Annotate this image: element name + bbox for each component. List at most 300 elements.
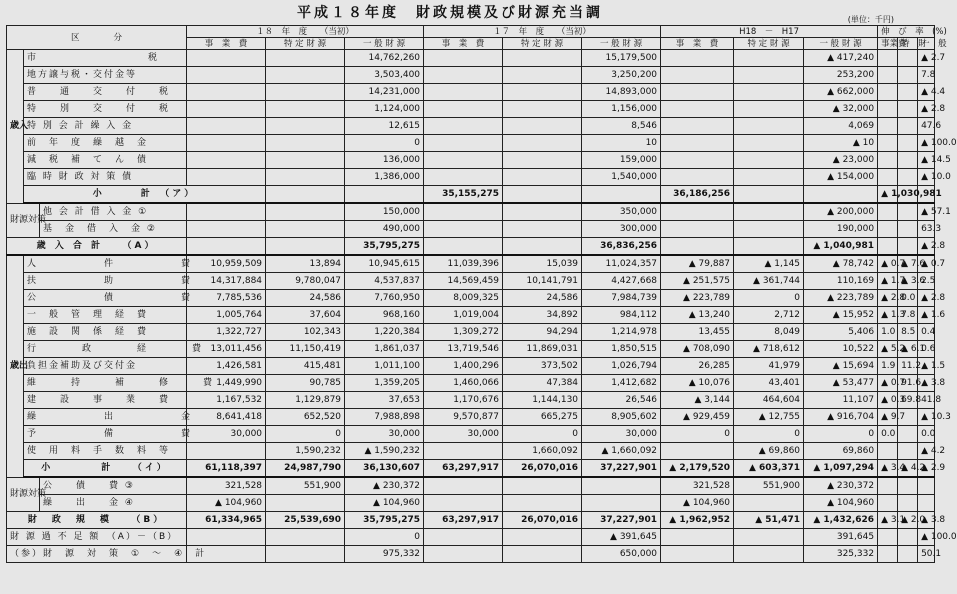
fy17-specific (503, 221, 582, 238)
fy18-project-cost: 61,118,397 (187, 460, 266, 478)
fy17-project-cost (424, 135, 503, 152)
rate-project: ▲ 5.2 (878, 341, 898, 358)
row-label: 臨 時 財 政 対 策 債 (24, 169, 187, 186)
row-label: 維 持 補 修 費 (24, 375, 187, 392)
rate-general: 50.1 (918, 546, 935, 563)
section-fin: 財源対策 (7, 203, 40, 238)
rate-project: 1.0 (878, 324, 898, 341)
diff-specific (734, 101, 804, 118)
diff-general: ▲ 1,097,294 (804, 460, 878, 478)
fy17-project-cost (424, 221, 503, 238)
fy17-specific: 34,892 (503, 307, 582, 324)
fy18-specific: 551,900 (266, 477, 345, 495)
diff-general: 253,200 (804, 67, 878, 84)
rate-specific (898, 135, 918, 152)
diff-specific (734, 546, 804, 563)
diff-project-cost: ▲ 3,144 (661, 392, 734, 409)
fy17-specific: 11,869,031 (503, 341, 582, 358)
table-row (7, 221, 935, 238)
rate-specific: ▲ 6.1 (898, 341, 918, 358)
fy18-project-cost: 1,449,990 (187, 375, 266, 392)
fy17-specific: 47,384 (503, 375, 582, 392)
fy18-specific: 415,481 (266, 358, 345, 375)
table-row (7, 409, 935, 426)
fy17-project-cost (424, 67, 503, 84)
row-label: 繰 出 金 ④ (40, 495, 187, 512)
fy17-specific: 26,070,016 (503, 512, 582, 529)
diff-project-cost (661, 529, 734, 546)
fy17-project-cost: 11,039,396 (424, 255, 503, 273)
row-label: 一 般 管 理 経 費 (24, 307, 187, 324)
table-row (7, 101, 935, 118)
rate-specific (898, 203, 918, 221)
header-project-cost: 事 業 費 (187, 38, 266, 50)
diff-specific (734, 238, 804, 256)
rate-project (878, 67, 898, 84)
fy18-specific: 1,590,232 (266, 443, 345, 460)
rate-specific (898, 101, 918, 118)
rate-general (918, 495, 935, 512)
fy18-specific (266, 152, 345, 169)
table-row (7, 324, 935, 341)
fy18-general: 4,537,837 (345, 273, 424, 290)
diff-general: 4,069 (804, 118, 878, 135)
fy18-project-cost (187, 84, 266, 101)
row-label: 減 税 補 て ん 債 (24, 152, 187, 169)
rate-specific (898, 495, 918, 512)
fy18-project-cost (187, 67, 266, 84)
row-label: 繰 出 金 (24, 409, 187, 426)
diff-specific (734, 135, 804, 152)
fy17-project-cost: 14,569,459 (424, 273, 503, 290)
row-label: 普 通 交 付 税 (24, 84, 187, 101)
row-label: 小 計 （ア） (24, 186, 266, 204)
diff-project-cost (661, 203, 734, 221)
diff-specific: ▲ 1,145 (734, 255, 804, 273)
diff-project-cost: 26,285 (661, 358, 734, 375)
table-row (7, 529, 935, 546)
rate-specific: 11.2 (898, 358, 918, 375)
table-row (7, 512, 935, 529)
header-project-cost: 事 業 費 (661, 38, 734, 50)
fy18-general: 10,945,615 (345, 255, 424, 273)
diff-specific: 43,401 (734, 375, 804, 392)
diff-general: ▲ 200,000 (804, 203, 878, 221)
fy18-general: 14,762,260 (345, 50, 424, 67)
table-row (7, 186, 935, 204)
table-row (7, 477, 935, 495)
fy17-specific: 1,144,130 (503, 392, 582, 409)
rate-project (878, 477, 898, 495)
rate-project (878, 546, 898, 563)
fy17-specific: 94,294 (503, 324, 582, 341)
header-rate-specific: 特 財 (898, 38, 918, 50)
fy18-project-cost (187, 203, 266, 221)
diff-general: 5,406 (804, 324, 878, 341)
fy18-project-cost: 13,011,456 (187, 341, 266, 358)
fy17-specific: 1,660,092 (503, 443, 582, 460)
fy17-general: 14,893,000 (582, 84, 661, 101)
fy17-project-cost: 1,460,066 (424, 375, 503, 392)
row-label: 特 別 会 計 繰 入 金 (24, 118, 187, 135)
fy18-general: 36,130,607 (345, 460, 424, 478)
fy17-general: 650,000 (582, 546, 661, 563)
fy17-specific: 26,070,016 (503, 460, 582, 478)
diff-specific (734, 152, 804, 169)
fy18-project-cost (187, 238, 266, 256)
diff-general: 190,000 (804, 221, 878, 238)
fy17-specific: 10,141,791 (503, 273, 582, 290)
rate-specific: 91.6 (898, 375, 918, 392)
row-label: 公 債 費 ③ (40, 477, 187, 495)
fy18-specific (266, 221, 345, 238)
fy17-project-cost: 1,019,004 (424, 307, 503, 324)
diff-specific: 41,979 (734, 358, 804, 375)
fy18-general: 975,332 (345, 546, 424, 563)
rate-project (878, 84, 898, 101)
diff-specific (734, 84, 804, 101)
row-label: 建 設 事 業 費 (24, 392, 187, 409)
fy17-specific (582, 186, 661, 204)
diff-specific: 0 (734, 290, 804, 307)
table-row (7, 50, 935, 67)
rate-specific: 7.8 (898, 307, 918, 324)
fy17-project-cost (424, 50, 503, 67)
diff-general: ▲ 78,742 (804, 255, 878, 273)
fy18-project-cost: 61,334,965 (187, 512, 266, 529)
rate-specific (898, 477, 918, 495)
fy18-general: 968,160 (345, 307, 424, 324)
diff-project-cost: ▲ 13,240 (661, 307, 734, 324)
rate-general: ▲ 1.5 (918, 358, 935, 375)
diff-specific: 2,712 (734, 307, 804, 324)
row-label: 行 政 経 費 (24, 341, 187, 358)
diff-general: ▲ 15,694 (804, 358, 878, 375)
row-label: 歳 入 合 計 （A） (7, 238, 187, 256)
fy18-specific (266, 529, 345, 546)
row-label: 市 税 (24, 50, 187, 67)
rate-project: ▲ 0.3 (878, 392, 898, 409)
fy18-specific (266, 101, 345, 118)
table-row (7, 341, 935, 358)
diff-general: ▲ 154,000 (804, 169, 878, 186)
diff-specific (734, 221, 804, 238)
table-row (7, 255, 935, 273)
diff-project-cost (661, 101, 734, 118)
rate-general: 63.3 (918, 221, 935, 238)
fy18-project-cost: ▲ 104,960 (187, 495, 266, 512)
rate-specific (898, 426, 918, 443)
fy18-project-cost (187, 50, 266, 67)
fy18-project-cost (187, 221, 266, 238)
fy18-project-cost: 1,005,764 (187, 307, 266, 324)
diff-general: ▲ 916,704 (804, 409, 878, 426)
diff-specific (804, 186, 878, 204)
row-label: 施 設 関 係 経 費 (24, 324, 187, 341)
diff-project-cost (661, 152, 734, 169)
rate-general: ▲ 10.3 (918, 409, 935, 426)
fy18-specific: 24,586 (266, 290, 345, 307)
diff-project-cost: 0 (661, 426, 734, 443)
fy18-specific: 652,520 (266, 409, 345, 426)
rate-project (878, 152, 898, 169)
diff-project-cost: 321,528 (661, 477, 734, 495)
fy17-general: 15,179,500 (582, 50, 661, 67)
table-row (7, 460, 935, 478)
row-label: 負担金補助及び交付金 (24, 358, 187, 375)
row-label: 他 会 計 借 入 金 ① (40, 203, 187, 221)
row-label: 小 計 （イ） (24, 460, 187, 478)
diff-project-cost: ▲ 929,459 (661, 409, 734, 426)
diff-specific: 8,049 (734, 324, 804, 341)
fy17-specific: 373,502 (503, 358, 582, 375)
table-row (7, 375, 935, 392)
fy18-project-cost (187, 443, 266, 460)
table-row (7, 203, 935, 221)
rate-general: 0.0 (918, 426, 935, 443)
fy17-project-cost: 30,000 (424, 426, 503, 443)
table-row (7, 273, 935, 290)
fy17-general: 8,905,602 (582, 409, 661, 426)
fy17-general: 36,186,256 (661, 186, 734, 204)
fy18-specific (266, 203, 345, 221)
table-row (7, 358, 935, 375)
fy18-project-cost: 7,785,536 (187, 290, 266, 307)
diff-general: 0 (804, 426, 878, 443)
diff-project-cost (661, 118, 734, 135)
rate-project (878, 118, 898, 135)
diff-specific (734, 529, 804, 546)
diff-project-cost (661, 84, 734, 101)
fy17-general: ▲ 391,645 (582, 529, 661, 546)
fy18-project-cost (187, 118, 266, 135)
fy18-specific: 0 (266, 426, 345, 443)
fy17-specific: 665,275 (503, 409, 582, 426)
rate-general: ▲ 4.4 (918, 84, 935, 101)
unit-note: (単位：千円) (847, 15, 894, 24)
fy18-project-cost (187, 169, 266, 186)
rate-project (878, 529, 898, 546)
rate-general: ▲ 4.2 (918, 443, 935, 460)
diff-specific: ▲ 603,371 (734, 460, 804, 478)
fy18-specific (266, 118, 345, 135)
fy18-specific (266, 169, 345, 186)
fy18-general: 490,000 (345, 221, 424, 238)
fy17-project-cost (424, 118, 503, 135)
fy17-general: 350,000 (582, 203, 661, 221)
rate-project (878, 101, 898, 118)
diff-specific (734, 203, 804, 221)
fy17-general: 1,026,794 (582, 358, 661, 375)
rate-project: ▲ 0.7 (878, 375, 898, 392)
rate-project (878, 238, 898, 256)
diff-project-cost (661, 50, 734, 67)
diff-project-cost (661, 135, 734, 152)
fy18-general: 136,000 (345, 152, 424, 169)
rate-project: 0.0 (878, 426, 898, 443)
fy17-general: 26,546 (582, 392, 661, 409)
fy18-specific (266, 238, 345, 256)
fy18-project-cost (266, 186, 345, 204)
fy17-general: 30,000 (582, 426, 661, 443)
fy18-project-cost (187, 135, 266, 152)
fy17-project-cost: 13,719,546 (424, 341, 503, 358)
fy17-general: 1,214,978 (582, 324, 661, 341)
fy17-general: 159,000 (582, 152, 661, 169)
row-label: 財 源 過 不 足 額 （A）－（B） (7, 529, 187, 546)
diff-project-cost (661, 443, 734, 460)
diff-project-cost: ▲ 1,962,952 (661, 512, 734, 529)
row-label: 地方譲与税・交付金等 (24, 67, 187, 84)
fy17-specific (503, 67, 582, 84)
fy18-specific (266, 495, 345, 512)
fy17-project-cost (424, 495, 503, 512)
fy18-project-cost: 30,000 (187, 426, 266, 443)
diff-project-cost (661, 169, 734, 186)
diff-project-cost: ▲ 223,789 (661, 290, 734, 307)
rate-project: ▲ 2.8 (878, 290, 898, 307)
table-row (7, 392, 935, 409)
section-expenditure: 歳出 (7, 255, 24, 477)
fy17-project-cost: 1,400,296 (424, 358, 503, 375)
diff-project-cost: 13,455 (661, 324, 734, 341)
fy18-project-cost: 1,426,581 (187, 358, 266, 375)
rate-project: ▲ 3.1 (878, 512, 898, 529)
rate-project (878, 495, 898, 512)
diff-specific: 0 (734, 426, 804, 443)
diff-project-cost: ▲ 708,090 (661, 341, 734, 358)
row-label: （参）財 源 対 策 ① ～ ④ 計 (7, 546, 187, 563)
row-label: 人 件 費 (24, 255, 187, 273)
rate-general: ▲ 100.0 (918, 529, 935, 546)
fy17-project-cost (424, 169, 503, 186)
fy17-project-cost: 1,309,272 (424, 324, 503, 341)
diff-project-cost (661, 238, 734, 256)
fy18-specific (266, 546, 345, 563)
table-row (7, 426, 935, 443)
rate-specific: ▲ 4.2 (898, 460, 918, 478)
fy18-project-cost: 1,322,727 (187, 324, 266, 341)
fy18-specific: 102,343 (266, 324, 345, 341)
fy17-project-cost (503, 186, 582, 204)
rate-project (878, 169, 898, 186)
diff-general: ▲ 417,240 (804, 50, 878, 67)
fy18-project-cost: 321,528 (187, 477, 266, 495)
rate-specific (898, 529, 918, 546)
rate-specific (898, 221, 918, 238)
rate-project: ▲ 0.7 (878, 255, 898, 273)
row-label: 予 備 費 (24, 426, 187, 443)
rate-specific (898, 118, 918, 135)
rate-specific: ▲ 2.0 (898, 512, 918, 529)
table-row (7, 84, 935, 101)
fy17-specific (503, 477, 582, 495)
fy17-general: 984,112 (582, 307, 661, 324)
fy18-specific (266, 135, 345, 152)
diff-project-cost: ▲ 251,575 (661, 273, 734, 290)
row-label: 使 用 料 手 数 料 等 (24, 443, 187, 460)
fy18-project-cost: 14,317,884 (187, 273, 266, 290)
rate-project (878, 50, 898, 67)
diff-general: 391,645 (804, 529, 878, 546)
fy17-general: 8,546 (582, 118, 661, 135)
fy17-general (582, 495, 661, 512)
fy17-specific (503, 529, 582, 546)
header-rate-project: 事業費 (878, 38, 898, 50)
row-label: 公 債 費 (24, 290, 187, 307)
fy17-specific (503, 203, 582, 221)
fy17-general: 3,250,200 (582, 67, 661, 84)
fy17-project-cost: 63,297,917 (424, 460, 503, 478)
diff-specific (734, 495, 804, 512)
rate-specific (898, 546, 918, 563)
fy18-general: 7,988,898 (345, 409, 424, 426)
rate-general: 0.4 (918, 324, 935, 341)
rate-general: ▲ 1.6 (918, 307, 935, 324)
diff-general: ▲ 10 (804, 135, 878, 152)
fy17-general: 7,984,739 (582, 290, 661, 307)
diff-specific: 551,900 (734, 477, 804, 495)
diff-general: ▲ 104,960 (804, 495, 878, 512)
table-row (7, 169, 935, 186)
rate-specific: 0.0 (898, 290, 918, 307)
fy17-project-cost: 63,297,917 (424, 512, 503, 529)
header-category: 区 分 (7, 26, 187, 50)
table-row (7, 307, 935, 324)
diff-specific (734, 118, 804, 135)
fy17-specific (503, 169, 582, 186)
rate-specific (898, 84, 918, 101)
fy17-specific: 24,586 (503, 290, 582, 307)
fy17-specific: 15,039 (503, 255, 582, 273)
fy18-specific: 9,780,047 (266, 273, 345, 290)
header-general: 一 般 財 源 (804, 38, 878, 50)
fy18-project-cost (187, 529, 266, 546)
rate-general: ▲ 57.1 (918, 203, 935, 221)
diff-specific (734, 67, 804, 84)
fy17-project-cost (424, 84, 503, 101)
fy18-general: ▲ 230,372 (345, 477, 424, 495)
fy18-general: 1,011,100 (345, 358, 424, 375)
fy17-project-cost (424, 477, 503, 495)
fy18-specific (266, 67, 345, 84)
table-row (7, 152, 935, 169)
diff-general: ▲ 230,372 (804, 477, 878, 495)
diff-specific (734, 169, 804, 186)
header-project-cost: 事 業 費 (424, 38, 503, 50)
fy18-specific: 25,539,690 (266, 512, 345, 529)
fy18-project-cost: 8,641,418 (187, 409, 266, 426)
rate-general: ▲ 0.7 (918, 255, 935, 273)
diff-general: ▲ 15,952 (804, 307, 878, 324)
diff-project-cost: ▲ 2,179,520 (661, 460, 734, 478)
page-title: 平成１８年度 財政規模及び財源充当調 (297, 5, 603, 21)
fy17-general (582, 477, 661, 495)
fy17-specific (503, 152, 582, 169)
rate-specific (898, 169, 918, 186)
rate-general: ▲ 100.0 (918, 135, 935, 152)
rate-specific (898, 50, 918, 67)
fy17-project-cost (424, 203, 503, 221)
rate-specific (898, 67, 918, 84)
diff-general: ▲ 32,000 (804, 101, 878, 118)
table-row (7, 135, 935, 152)
rate-general: 41.8 (918, 392, 935, 409)
fy17-general: 1,412,682 (582, 375, 661, 392)
fy18-specific: 90,785 (266, 375, 345, 392)
fy18-specific (266, 84, 345, 101)
row-label: 財 政 規 模 （B） (7, 512, 187, 529)
